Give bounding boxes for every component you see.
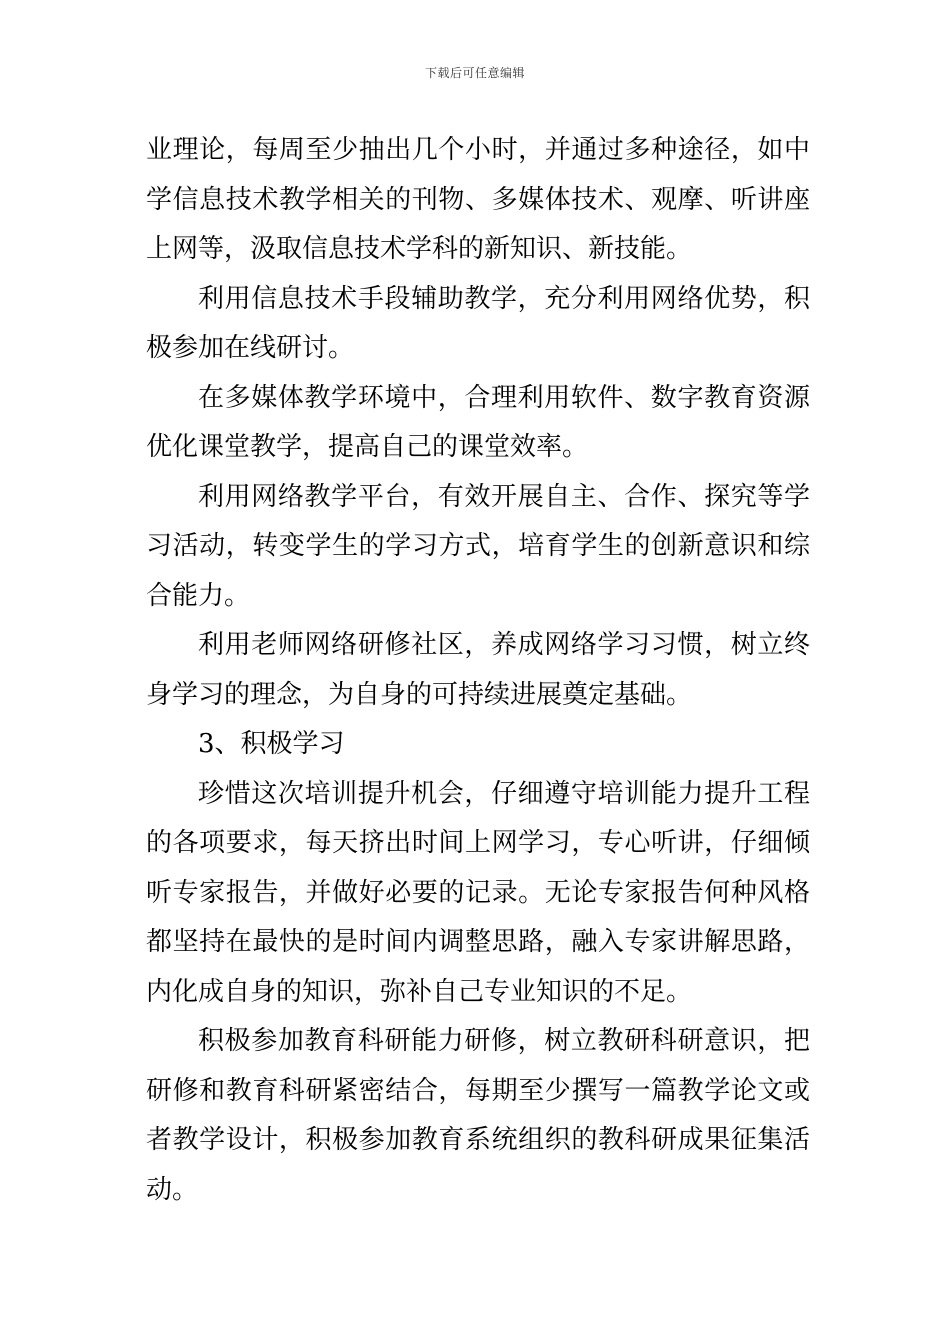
- section-heading: 3、积极学习: [198, 729, 345, 759]
- paragraph: 积极参加教育科研能力研修，树立教研科研意识，把研修和教育科研紧密结合，每期至少撰写一篇教学论文或者教学设计，积极参加教育系统组织的教科研成果征集活动。: [146, 1026, 810, 1205]
- paragraph: 业理论，每周至少抽出几个小时，并通过多种途径，如中学信息技术教学相关的刊物、多媒体技术、观摩、听讲座上网等，汲取信息技术学科的新知识、新技能。: [146, 135, 810, 264]
- paragraph: 在多媒体教学环境中，合理利用软件、数字教育资源优化课堂教学，提高自己的课堂效率。: [146, 382, 810, 462]
- document-body: [146, 126, 810, 1215]
- paragraph: 利用网络教学平台，有效开展自主、合作、探究等学习活动，转变学生的学习方式，培育学生的创新意识和综合能力。: [146, 481, 810, 611]
- paragraph: 珍惜这次培训提升机会，仔细遵守培训能力提升工程的各项要求，每天挤出时间上网学习，专心听讲，仔细倾听专家报告，并做好必要的记录。无论专家报告何种风格都坚持在最快的是时间内调整思路，融入专家讲解思路，内化成自身的知识，弥补自己专业知识的不足。: [146, 778, 810, 1007]
- paragraph: 利用信息技术手段辅助教学，充分利用网络优势，积极参加在线研讨。: [146, 283, 810, 363]
- paragraph: 利用老师网络研修社区，养成网络学习习惯，树立终身学习的理念，为自身的可持续进展奠定基础。: [146, 630, 810, 710]
- page-header-note: 下载后可任意编辑: [424, 66, 525, 80]
